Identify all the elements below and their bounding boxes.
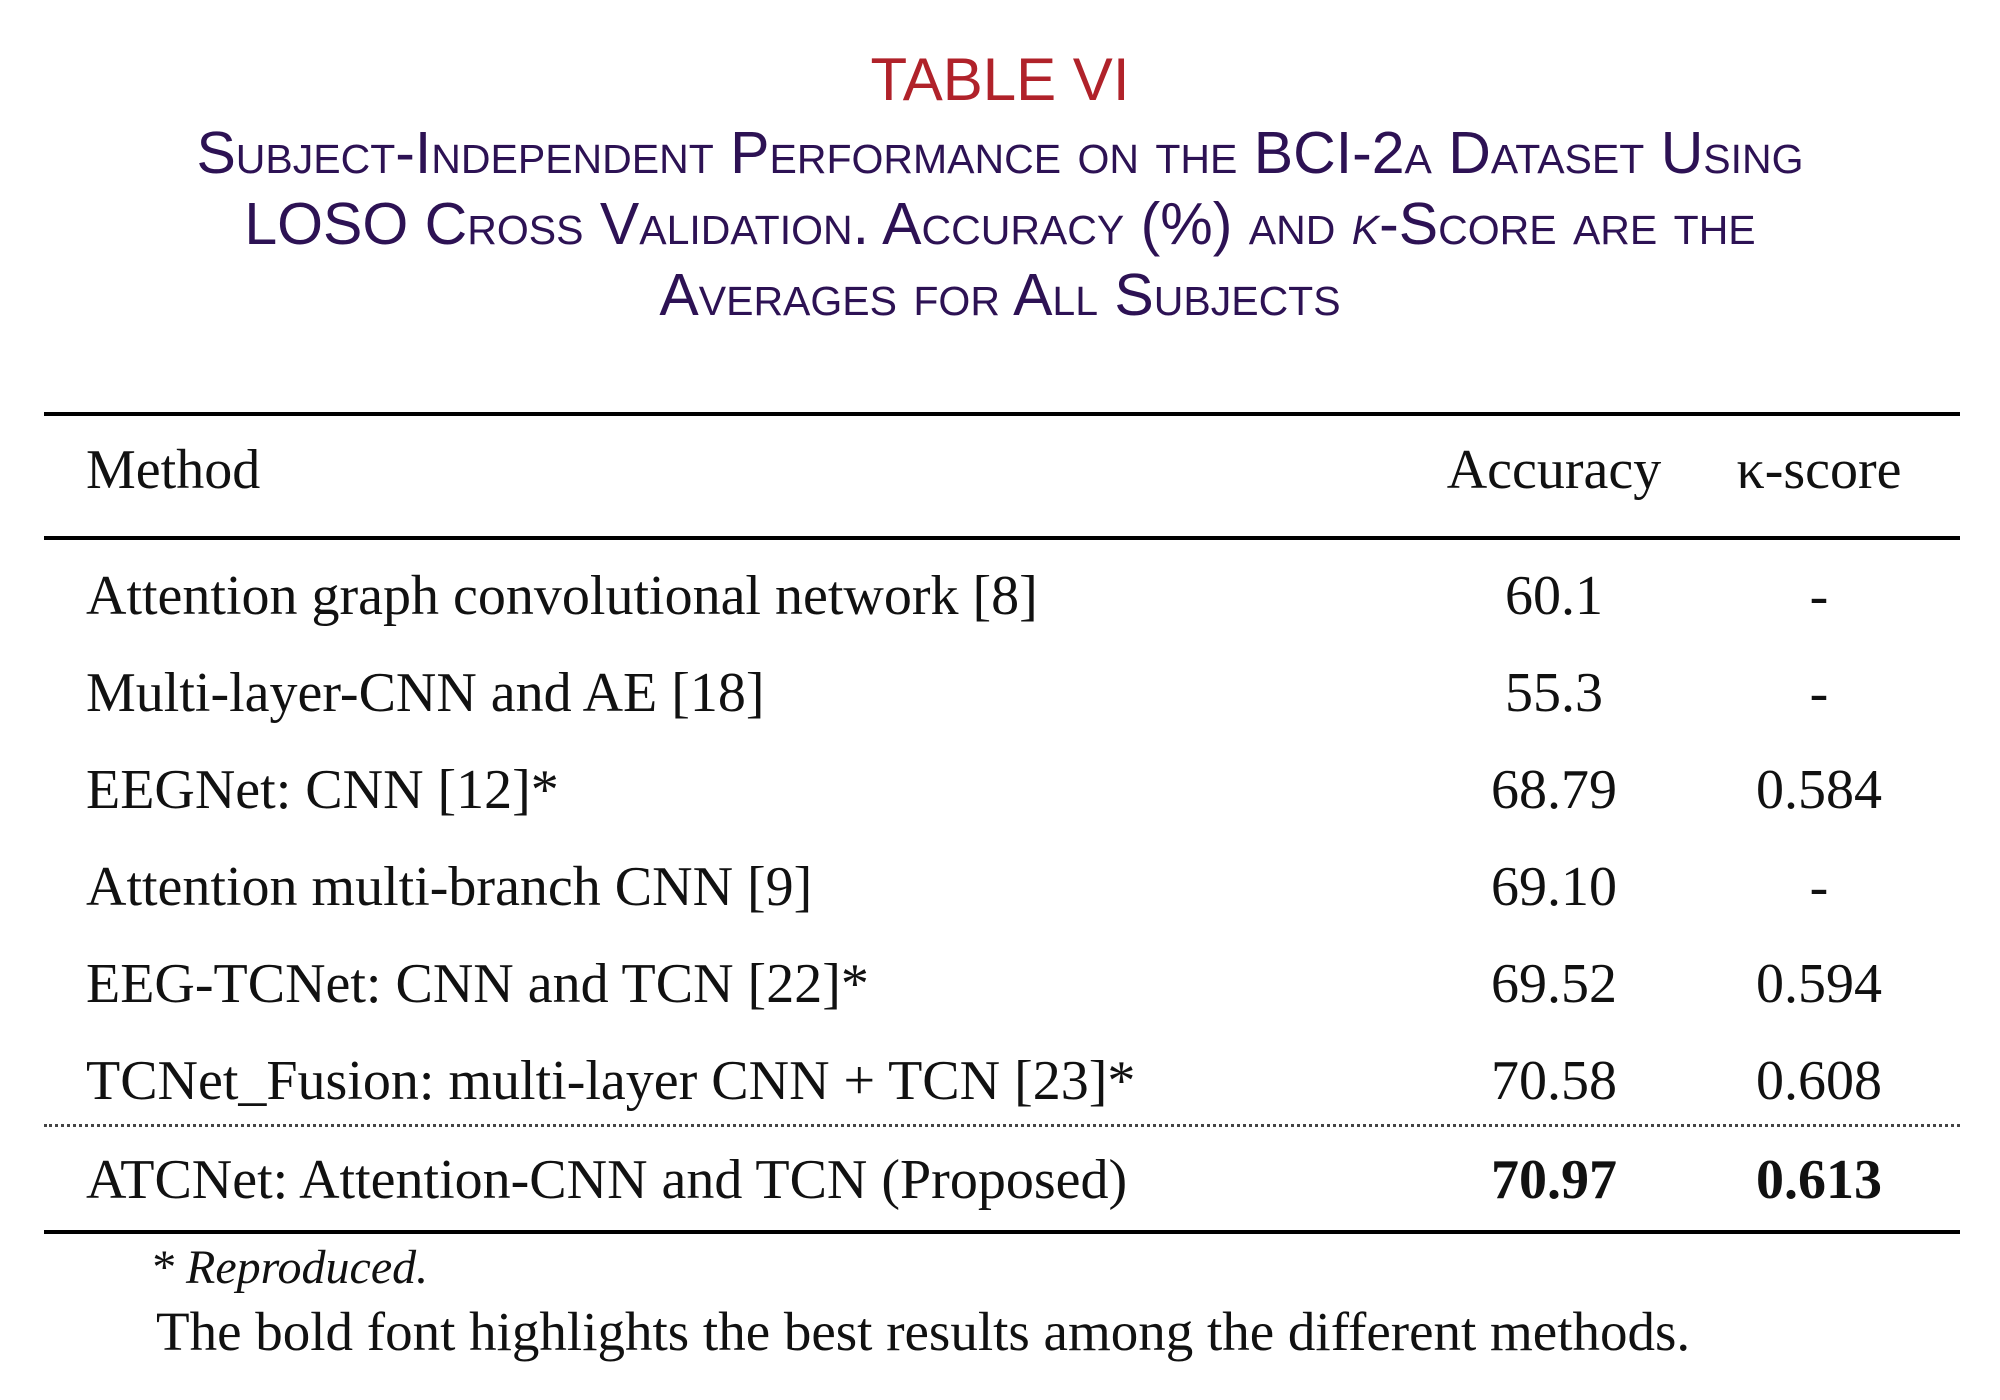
table-row [44, 1033, 1960, 1129]
table-row [44, 839, 1960, 935]
accuracy-cell: 68.79 [1491, 759, 1617, 821]
proposed-accuracy-cell: 70.97 [1491, 1149, 1617, 1211]
accuracy-cell: 70.58 [1491, 1050, 1617, 1112]
table-title-line-2-end: -Score are the [1379, 191, 1756, 257]
table-title-line-3: Averages for All Subjects [659, 262, 1341, 328]
header-rule [44, 536, 1960, 540]
header-accuracy: Accuracy [1446, 439, 1662, 501]
method-cell: Attention graph convolutional network [8] [86, 565, 1038, 627]
bold-font-footnote: The bold font highlights the best results among the different methods. [156, 1301, 1691, 1362]
accuracy-cell: 69.52 [1491, 953, 1617, 1015]
table-row [44, 742, 1960, 838]
table-row [44, 548, 1960, 644]
kappa-cell: 0.584 [1756, 759, 1882, 821]
kappa-cell: 0.594 [1756, 953, 1882, 1015]
accuracy-cell: 55.3 [1505, 662, 1603, 724]
kappa-cell: 0.608 [1756, 1050, 1882, 1112]
accuracy-cell: 69.10 [1491, 856, 1617, 918]
method-cell: EEGNet: CNN [12]* [86, 759, 559, 821]
table-row [44, 645, 1960, 741]
kappa-cell: - [1809, 662, 1829, 724]
header-kappa-score: κ-score [1736, 439, 1902, 501]
proposed-kappa-cell: 0.613 [1756, 1149, 1882, 1211]
method-cell: TCNet_Fusion: multi-layer CNN + TCN [23]* [86, 1050, 1136, 1112]
bottom-rule [44, 1230, 1960, 1234]
header-row [44, 422, 1960, 518]
table-title-line-2-start: LOSO Cross Validation. Accuracy (%) and [244, 191, 1352, 257]
accuracy-cell: 60.1 [1505, 565, 1603, 627]
kappa-symbol: κ [1351, 191, 1380, 257]
reproduced-footnote: * Reproduced. [150, 1241, 429, 1294]
header-method: Method [86, 439, 261, 501]
proposed-method-cell: ATCNet: Attention-CNN and TCN (Proposed) [86, 1149, 1128, 1211]
method-cell: Multi-layer-CNN and AE [18] [86, 662, 765, 724]
table-row [44, 936, 1960, 1032]
proposed-row [44, 1132, 1960, 1228]
table-label: TABLE VI [870, 46, 1130, 113]
top-rule [44, 412, 1960, 416]
table-title-line-2 [0, 189, 2000, 260]
kappa-cell: - [1809, 856, 1829, 918]
table-title-line-1: Subject-Independent Performance on the BCI-2a Dataset Using [196, 120, 1804, 186]
dotted-divider [44, 1124, 1960, 1127]
table-title [0, 118, 2000, 331]
method-cell: Attention multi-branch CNN [9] [86, 856, 813, 918]
method-cell: EEG-TCNet: CNN and TCN [22]* [86, 953, 869, 1015]
kappa-cell: - [1809, 565, 1829, 627]
